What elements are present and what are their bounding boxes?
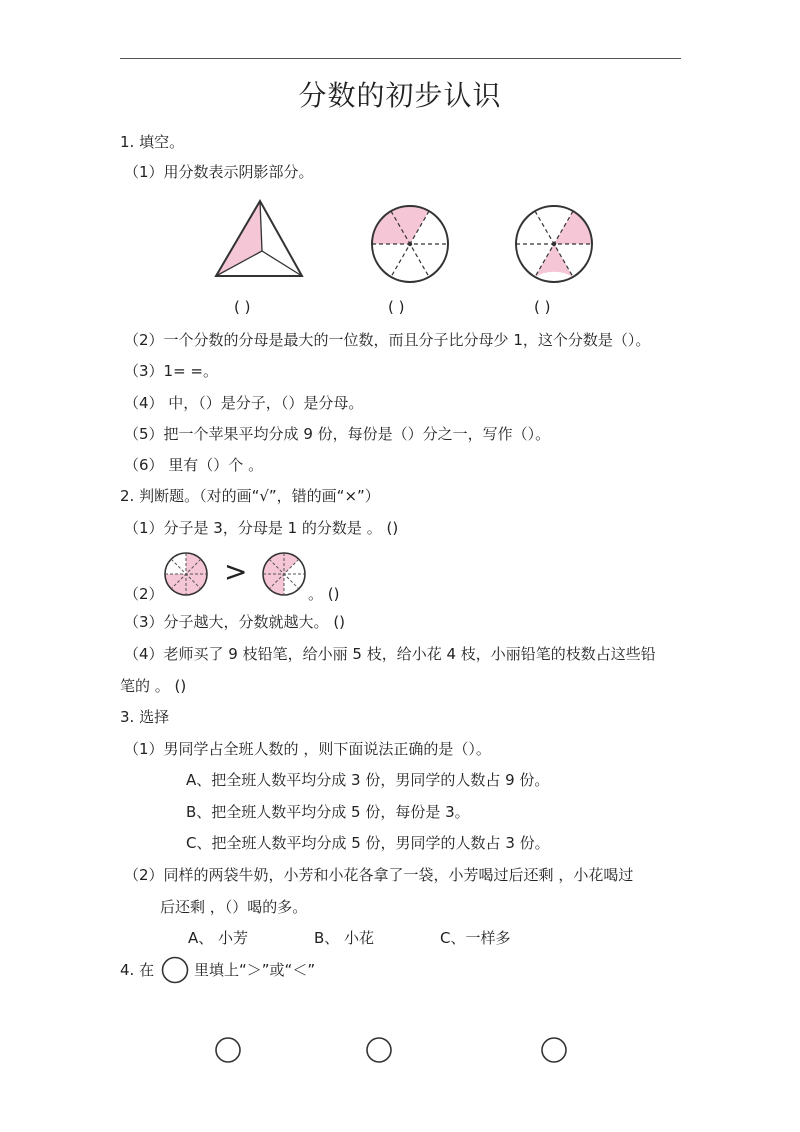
circle-shaded-part	[535, 244, 573, 277]
s3-q1-option-b: B、把全班人数平均分成 5 份，每份是 3。	[186, 803, 470, 821]
compare-circle-2[interactable]	[364, 1035, 394, 1065]
s3-q1-option-c: C、把全班人数平均分成 5 份，男同学的人数占 3 份。	[186, 834, 550, 852]
s1-q3-text: （3）1= =。	[124, 362, 218, 380]
s2-q2-tail: 。 ()	[308, 585, 340, 603]
section4-heading-suffix: 里填上“＞”或“＜”	[194, 961, 316, 979]
s1-q6-text: （6） 里有（）个 。	[124, 456, 264, 474]
compare-circle-1[interactable]	[213, 1035, 243, 1065]
answer-blank-2[interactable]: ( )	[388, 298, 405, 316]
header-rule	[120, 58, 681, 59]
s1-q2-text: （2）一个分数的分母是最大的一位数，而且分子比分母少 1，这个分数是（）。	[124, 331, 651, 349]
s3-q1-option-a: A、把全班人数平均分成 3 份，男同学的人数占 9 份。	[186, 771, 550, 789]
blank-circle-icon	[160, 955, 190, 985]
triangle-figure	[208, 196, 308, 282]
circle-center-dot	[408, 242, 412, 246]
answer-blank-3[interactable]: ( )	[534, 298, 551, 316]
s2-q2-label: （2）	[124, 585, 164, 603]
s2-q4-line2: 笔的 。 ()	[120, 677, 187, 695]
s3-q2-option-b: B、 小花	[314, 929, 375, 947]
s3-q1-text: （1）男同学占全班人数的 ，则下面说法正确的是（）。	[124, 740, 491, 758]
s2-q1-text: （1）分子是 3，分母是 1 的分数是 。 ()	[124, 519, 399, 537]
pie-figure-right	[260, 550, 308, 598]
s3-q2-line1: （2）同样的两袋牛奶，小芳和小花各拿了一袋，小芳喝过后还剩 ，小花喝过	[124, 866, 634, 884]
circle-center-dot	[552, 242, 556, 246]
section3-heading: 3. 选择	[120, 708, 170, 726]
s2-q3-text: （3）分子越大，分数就越大。 ()	[124, 613, 346, 631]
s1-q4-text: （4） 中，（）是分子，（）是分母。	[124, 394, 364, 412]
s3-q2-option-a: A、 小芳	[188, 929, 249, 947]
compare-circle-3[interactable]	[539, 1035, 569, 1065]
circle-figure-opposite-shaded	[512, 202, 596, 286]
greater-than-symbol: >	[224, 555, 248, 588]
circle-shaded-part	[554, 211, 592, 244]
pie-figure-left	[162, 550, 210, 598]
circle-figure-top-shaded	[368, 202, 452, 286]
s3-q2-line2: 后还剩 ，（）喝的多。	[160, 898, 308, 916]
page-title: 分数的初步认识	[298, 79, 502, 112]
s2-q4-line1: （4）老师买了 9 枝铅笔，给小丽 5 枝，给小花 4 枝，小丽铅笔的枝数占这些铅	[124, 645, 656, 663]
s1-q1-text: （1）用分数表示阴影部分。	[124, 163, 314, 181]
s1-q5-text: （5）把一个苹果平均分成 9 份，每份是（）分之一，写作（）。	[124, 425, 551, 443]
section4-heading-prefix: 4. 在	[120, 961, 155, 979]
answer-blank-1[interactable]: ( )	[234, 298, 251, 316]
s3-q2-option-c: C、一样多	[440, 929, 511, 947]
section1-heading: 1. 填空。	[120, 133, 185, 151]
section2-heading: 2. 判断题。（对的画“√”，错的画“×”）	[120, 487, 380, 505]
